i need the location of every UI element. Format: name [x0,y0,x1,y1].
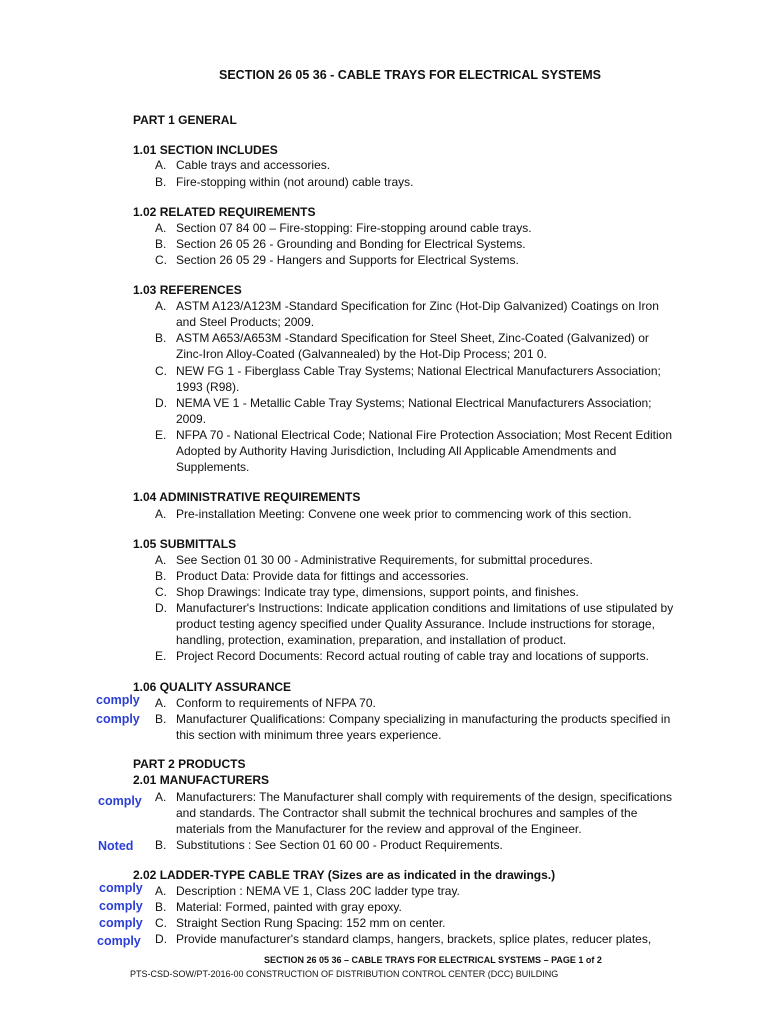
item-text: and Steel Products; 2009. [176,315,315,329]
item-text: Pre-installation Meeting: Convene one week prior to commencing work of this section. [176,507,632,521]
section-heading: 1.06 QUALITY ASSURANCE [133,680,292,694]
section-heading: 1.04 ADMINISTRATIVE REQUIREMENTS [133,490,361,504]
document-title: SECTION 26 05 36 - CABLE TRAYS FOR ELECTRICAL SYSTEMS [219,68,602,82]
item-letter: A. [155,299,167,313]
item-text: NEW FG 1 - Fiberglass Cable Tray Systems; National Electrical Manufacturers Association; [176,364,661,378]
item-letter: A. [155,158,167,172]
item-letter: A. [155,221,167,235]
item-text: 1993 (R98). [176,380,240,394]
comply-annotation: comply [99,881,143,895]
item-text: Description : NEMA VE 1, Class 20C ladder type tray. [176,884,460,898]
item-text: Zinc-Iron Alloy-Coated (Galvannealed) by the Hot-Dip Process; 201 0. [176,347,547,361]
item-text: this section with minimum three years experience. [176,728,442,742]
item-text: Shop Drawings: Indicate tray type, dimensions, support points, and finishes. [176,585,579,599]
section-heading: 1.05 SUBMITTALS [133,537,237,551]
item-text: handling, protection, examination, preparation, and installation of product. [176,633,567,647]
item-letter: A. [155,884,167,898]
comply-annotation: comply [97,934,141,948]
item-text: Product Data: Provide data for fittings and accessories. [176,569,469,583]
comply-annotation: comply [96,693,140,707]
comply-annotation: comply [99,916,143,930]
item-text: Fire-stopping within (not around) cable trays. [176,175,414,189]
item-letter: B. [155,331,167,345]
item-text: Substitutions : See Section 01 60 00 - Product Requirements. [176,838,503,852]
item-text: Section 26 05 26 - Grounding and Bonding for Electrical Systems. [176,237,526,251]
item-text: Section 07 84 00 – Fire-stopping: Fire-stopping around cable trays. [176,221,532,235]
item-text: Manufacturer's Instructions: Indicate application conditions and limitations of use stipulated by [176,601,674,615]
item-text: Conform to requirements of NFPA 70. [176,696,376,710]
item-letter: A. [155,790,167,804]
item-letter: B. [155,900,167,914]
item-letter: D. [155,396,167,410]
item-text: Section 26 05 29 - Hangers and Supports for Electrical Systems. [176,253,519,267]
item-letter: E. [155,649,167,663]
item-text: Supplements. [176,460,250,474]
comply-annotation: comply [98,794,142,808]
item-text: ASTM A653/A653M -Standard Specification for Steel Sheet, Zinc-Coated (Galvanized) or [176,331,649,345]
item-letter: A. [155,696,167,710]
item-text: 2009. [176,412,207,426]
item-text: See Section 01 30 00 - Administrative Requirements, for submittal procedures. [176,553,593,567]
part2-heading: PART 2 PRODUCTS [133,757,246,771]
section-heading: 1.01 SECTION INCLUDES [133,143,278,157]
item-text: NEMA VE 1 - Metallic Cable Tray Systems; National Electrical Manufacturers Association; [176,396,652,410]
item-letter: C. [155,253,167,267]
item-text: ASTM A123/A123M -Standard Specification for Zinc (Hot-Dip Galvanized) Coatings on Iron [176,299,659,313]
section-heading: 2.01 MANUFACTURERS [133,773,270,787]
item-letter: B. [155,712,167,726]
item-text: product testing agency specified under Quality Assurance. Include instructions for storage, [176,617,655,631]
item-letter: C. [155,585,167,599]
section-heading: 1.02 RELATED REQUIREMENTS [133,205,316,219]
item-text: Adopted by Authority Having Jurisdiction, Including All Applicable Amendments and [176,444,617,458]
item-letter: C. [155,916,167,930]
item-letter: B. [155,175,167,189]
item-text: materials from the Manufacturer for the review and approval of the Engineer. [176,822,582,836]
item-text: NFPA 70 - National Electrical Code; National Fire Protection Association; Most Recent Edition [176,428,673,442]
section-heading: 2.02 LADDER-TYPE CABLE TRAY (Sizes are as indicated in the drawings.) [133,868,556,882]
comply-annotation: comply [99,899,143,913]
item-letter: B. [155,838,167,852]
item-text: Project Record Documents: Record actual routing of cable tray and locations of supports. [176,649,649,663]
item-letter: A. [155,507,167,521]
footer-project-label: PTS-CSD-SOW/PT-2016-00 CONSTRUCTION OF DISTRIBUTION CONTROL CENTER (DCC) BUILDING [130,969,559,979]
noted-annotation: Noted [98,839,134,853]
item-letter: A. [155,553,167,567]
footer-page-label: SECTION 26 05 36 – CABLE TRAYS FOR ELECTRICAL SYSTEMS – PAGE 1 of 2 [264,955,602,965]
item-text: Manufacturer Qualifications: Company specializing in manufacturing the products specified in [176,712,671,726]
item-text: Material: Formed, painted with gray epoxy. [176,900,402,914]
item-letter: B. [155,569,167,583]
item-letter: C. [155,364,167,378]
item-text: Straight Section Rung Spacing: 152 mm on center. [176,916,446,930]
item-text: Manufacturers: The Manufacturer shall comply with requirements of the design, specifications [176,790,673,804]
item-letter: D. [155,932,167,946]
item-text: and standards. The Contractor shall submit the technical brochures and samples of the [176,806,638,820]
section-heading: 1.03 REFERENCES [133,283,242,297]
item-text: Cable trays and accessories. [176,158,331,172]
comply-annotation: comply [96,712,140,726]
part1-heading: PART 1 GENERAL [133,113,237,127]
item-letter: D. [155,601,167,615]
item-letter: B. [155,237,167,251]
item-letter: E. [155,428,167,442]
item-text: Provide manufacturer's standard clamps, hangers, brackets, splice plates, reducer plates, [176,932,652,946]
